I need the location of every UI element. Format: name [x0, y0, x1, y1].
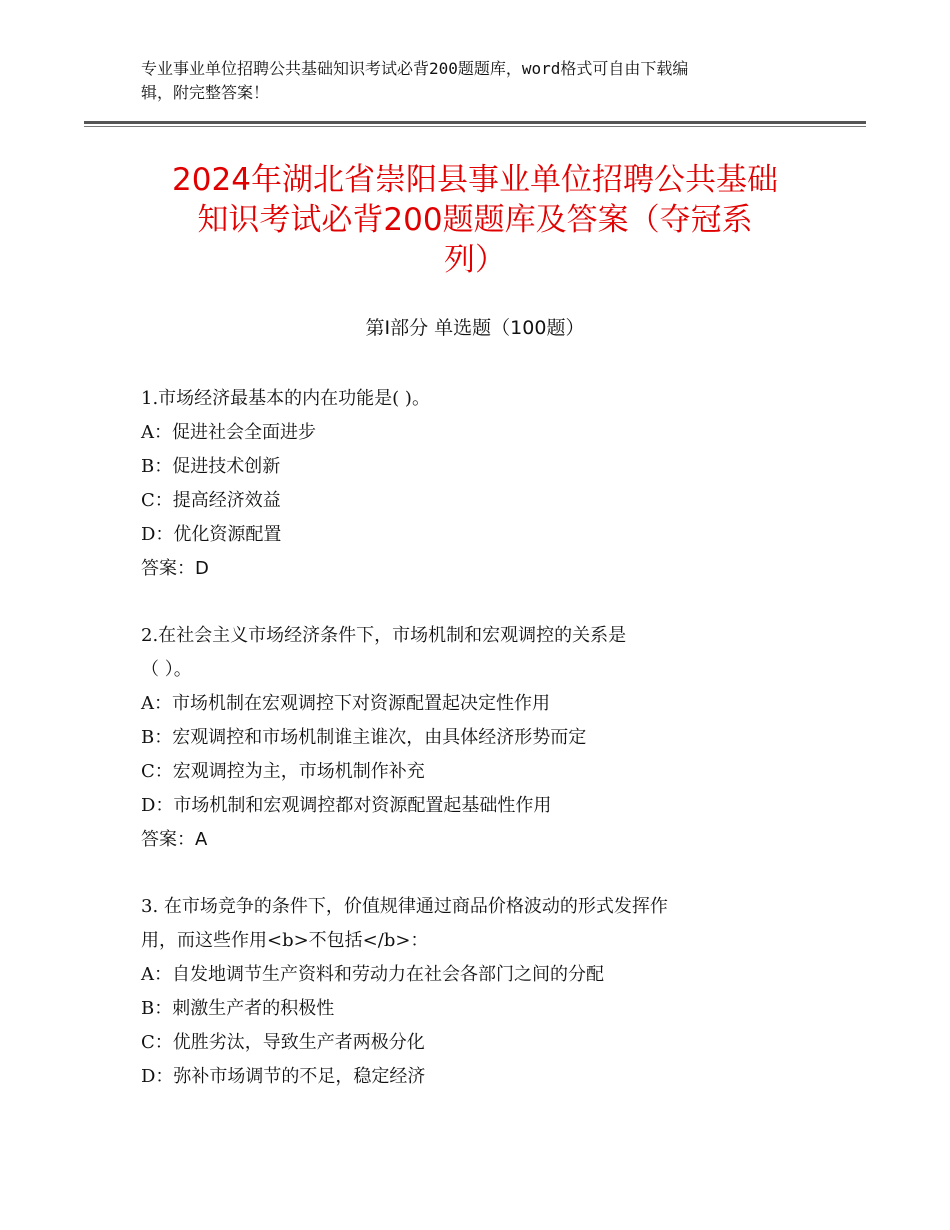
answer-label: 答案：D — [141, 558, 209, 579]
option-b: B：促进技术创新 — [141, 456, 281, 477]
question-stem: 2.在社会主义市场经济条件下，市场机制和宏观调控的关系是 — [141, 625, 627, 646]
option-a: A：自发地调节生产资料和劳动力在社会各部门之间的分配 — [141, 964, 604, 985]
document-title-line-3: 列） — [444, 242, 506, 278]
answer-label: 答案：A — [141, 829, 208, 850]
option-a: A：市场机制在宏观调控下对资源配置起决定性作用 — [141, 693, 550, 714]
question-3 — [141, 890, 821, 1094]
document-title — [120, 160, 830, 280]
option-a: A：促进社会全面进步 — [141, 422, 316, 443]
option-b: B：刺激生产者的积极性 — [141, 998, 335, 1019]
document-title-line-1: 2024年湖北省崇阳县事业单位招聘公共基础 — [172, 162, 778, 198]
header-note-line-2: 辑，附完整答案！ — [141, 83, 270, 102]
option-b: B：宏观调控和市场机制谁主谁次，由具体经济形势而定 — [141, 727, 587, 748]
option-d: D：市场机制和宏观调控都对资源配置起基础性作用 — [141, 795, 552, 816]
header-note-line-1: 专业事业单位招聘公共基础知识考试必背200题题库，word格式可自由下载编 — [141, 59, 689, 78]
option-c: C：优胜劣汰，导致生产者两极分化 — [141, 1032, 425, 1053]
option-c: C：提高经济效益 — [141, 490, 281, 511]
header-note — [141, 57, 821, 105]
section-title: 第Ⅰ部分 单选题（100题） — [365, 317, 585, 339]
option-d: D：优化资源配置 — [141, 524, 282, 545]
document-title-line-2: 知识考试必背200题题库及答案（夺冠系 — [197, 202, 753, 238]
header-divider-thin — [84, 126, 866, 127]
question-stem-continued: 用，而这些作用<b>不包括</b>： — [141, 930, 429, 951]
question-2 — [141, 619, 821, 857]
question-list — [141, 382, 821, 1127]
option-d: D：弥补市场调节的不足，稳定经济 — [141, 1066, 426, 1087]
question-stem: 3. 在市场竞争的条件下，价值规律通过商品价格波动的形式发挥作 — [141, 896, 668, 917]
option-c: C：宏观调控为主，市场机制作补充 — [141, 761, 425, 782]
question-1 — [141, 382, 821, 586]
question-stem-continued: （ ）。 — [141, 659, 192, 680]
question-stem: 1.市场经济最基本的内在功能是( )。 — [141, 388, 430, 409]
header-divider-thick — [84, 121, 866, 124]
